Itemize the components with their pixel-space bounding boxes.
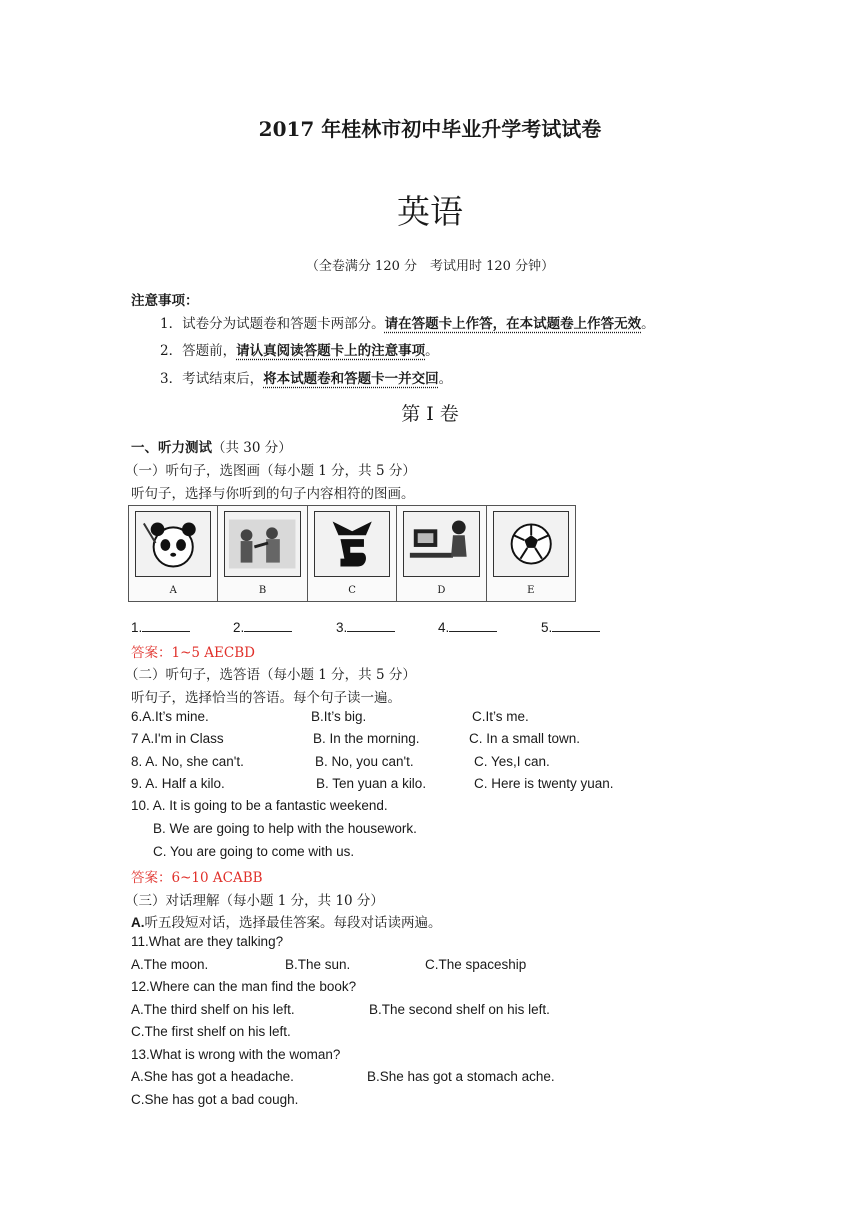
answer-blank-2[interactable] bbox=[233, 619, 292, 635]
notice-num: 1． bbox=[160, 316, 183, 332]
blank-line bbox=[449, 619, 497, 632]
picture-d bbox=[397, 506, 486, 601]
sub3-title: （三）对话理解（每小题 1 分，共 10 分） bbox=[125, 893, 384, 909]
q9-option-b: B. Ten yuan a kilo. bbox=[316, 776, 427, 791]
blank-number: 2. bbox=[233, 620, 245, 635]
q13-option-b: B.She has got a stomach ache. bbox=[367, 1069, 555, 1084]
notice-tail: 。 bbox=[641, 316, 655, 332]
notice-emphasis: 请在答题卡上作答，在本试题卷上作答无效 bbox=[384, 316, 642, 332]
exam-title: 2017 年桂林市初中毕业升学考试试卷 bbox=[258, 117, 602, 141]
q11-question: 11.What are they talking? bbox=[131, 934, 284, 949]
answer-blank-4[interactable] bbox=[438, 619, 497, 635]
notice-item-1 bbox=[160, 312, 655, 332]
answer-key-1: 答案：1~5 AECBD bbox=[131, 645, 255, 661]
q13-option-a: A.She has got a headache. bbox=[131, 1069, 294, 1084]
notice-tail: 。 bbox=[438, 371, 453, 387]
blank-number: 5. bbox=[541, 620, 553, 635]
blank-line bbox=[552, 619, 600, 632]
subject-title: 英语 bbox=[397, 192, 463, 231]
sub3-instruction-text: 听五段短对话，选择最佳答案。每段对话读两遍。 bbox=[144, 915, 442, 931]
q10-option-b: B. We are going to help with the housework. bbox=[153, 821, 417, 836]
q7-option-c: C. In a small town. bbox=[469, 731, 581, 746]
score-info: （全卷满分 120 分 考试用时 120 分钟） bbox=[305, 259, 555, 274]
blank-line bbox=[347, 619, 395, 632]
blank-number: 4. bbox=[438, 620, 450, 635]
picture-label: B bbox=[258, 585, 267, 596]
notice-item-2 bbox=[160, 339, 439, 359]
picture-e bbox=[487, 506, 575, 601]
q12-option-c: C.The first shelf on his left. bbox=[131, 1024, 291, 1039]
answer-blank-1[interactable] bbox=[131, 619, 190, 635]
computer-icon bbox=[403, 511, 479, 577]
sub1-instruction: 听句子，选择与你听到的句子内容相符的图画。 bbox=[131, 486, 415, 502]
answer-key-2: 答案：6~10 ACABB bbox=[131, 870, 263, 886]
blank-line bbox=[244, 619, 292, 632]
q8-option-c: C. Yes,I can. bbox=[474, 754, 550, 769]
blank-line bbox=[142, 619, 190, 632]
picture-b bbox=[218, 506, 307, 601]
picture-a bbox=[129, 506, 218, 601]
picture-label: C bbox=[348, 585, 356, 596]
picture-label: A bbox=[169, 585, 177, 596]
notice-tail: 。 bbox=[425, 343, 439, 359]
q11-option-a: A.The moon. bbox=[131, 957, 209, 972]
picture-label: E bbox=[527, 585, 535, 596]
q9-option-a: 9. A. Half a kilo. bbox=[131, 776, 225, 791]
logo-icon bbox=[314, 511, 390, 577]
sub2-instruction: 听句子，选择恰当的答语。每个句子读一遍。 bbox=[131, 690, 401, 706]
q13-option-c: C.She has got a bad cough. bbox=[131, 1092, 299, 1107]
notice-heading: 注意事项： bbox=[131, 293, 199, 309]
sub3-instruction bbox=[131, 911, 442, 931]
sub1-title: （一）听句子，选图画（每小题 1 分，共 5 分） bbox=[125, 463, 416, 479]
q6-option-a: 6.A.It’s mine. bbox=[131, 709, 209, 724]
q8-option-b: B. No, you can't. bbox=[315, 754, 414, 769]
answer-blank-5[interactable] bbox=[541, 619, 600, 635]
blank-number: 3. bbox=[336, 620, 348, 635]
notice-num: 2． bbox=[160, 343, 183, 359]
picture-options bbox=[128, 505, 576, 602]
panda-icon bbox=[135, 511, 211, 577]
q11-option-c: C.The spaceship bbox=[425, 957, 527, 972]
part1-heading-score: （共 30 分） bbox=[212, 440, 292, 456]
q12-option-b: B.The second shelf on his left. bbox=[369, 1002, 550, 1017]
notice-emphasis: 请认真阅读答题卡上的注意事项 bbox=[236, 343, 426, 359]
notice-plain: 答题前， bbox=[182, 343, 237, 359]
blank-number: 1. bbox=[131, 620, 143, 635]
picture-label: D bbox=[437, 585, 446, 596]
q12-question: 12.Where can the man find the book? bbox=[131, 979, 357, 994]
part1-heading bbox=[131, 436, 292, 456]
soccer-ball-icon bbox=[493, 511, 569, 577]
q7-option-a: 7 A.I'm in Class bbox=[131, 731, 224, 746]
q9-option-c: C. Here is twenty yuan. bbox=[474, 776, 614, 791]
q13-question: 13.What is wrong with the woman? bbox=[131, 1047, 341, 1062]
part1-heading-text: 一、听力测试 bbox=[131, 440, 212, 456]
q10-option-c: C. You are going to come with us. bbox=[153, 844, 355, 859]
q12-option-a: A.The third shelf on his left. bbox=[131, 1002, 295, 1017]
sub3-label: A. bbox=[131, 915, 145, 930]
notice-item-3 bbox=[160, 367, 452, 387]
answer-blank-3[interactable] bbox=[336, 619, 395, 635]
q6-option-c: C.It’s me. bbox=[472, 709, 529, 724]
q11-option-b: B.The sun. bbox=[285, 957, 351, 972]
notice-num: 3． bbox=[160, 371, 183, 387]
notice-plain: 试卷分为试题卷和答题卡两部分。 bbox=[182, 316, 385, 332]
picture-c bbox=[308, 506, 397, 601]
notice-plain: 考试结束后， bbox=[182, 371, 264, 387]
notice-emphasis: 将本试题卷和答题卡一并交回 bbox=[263, 371, 439, 387]
q10-option-a: 10. A. It is going to be a fantastic weekend. bbox=[131, 798, 388, 813]
q6-option-b: B.It’s big. bbox=[311, 709, 367, 724]
sub2-title: （二）听句子，选答语（每小题 1 分，共 5 分） bbox=[125, 667, 416, 683]
q7-option-b: B. In the morning. bbox=[313, 731, 420, 746]
section-title: 第 I 卷 bbox=[401, 403, 459, 425]
people-icon bbox=[224, 511, 300, 577]
q8-option-a: 8. A. No, she can't. bbox=[131, 754, 244, 769]
